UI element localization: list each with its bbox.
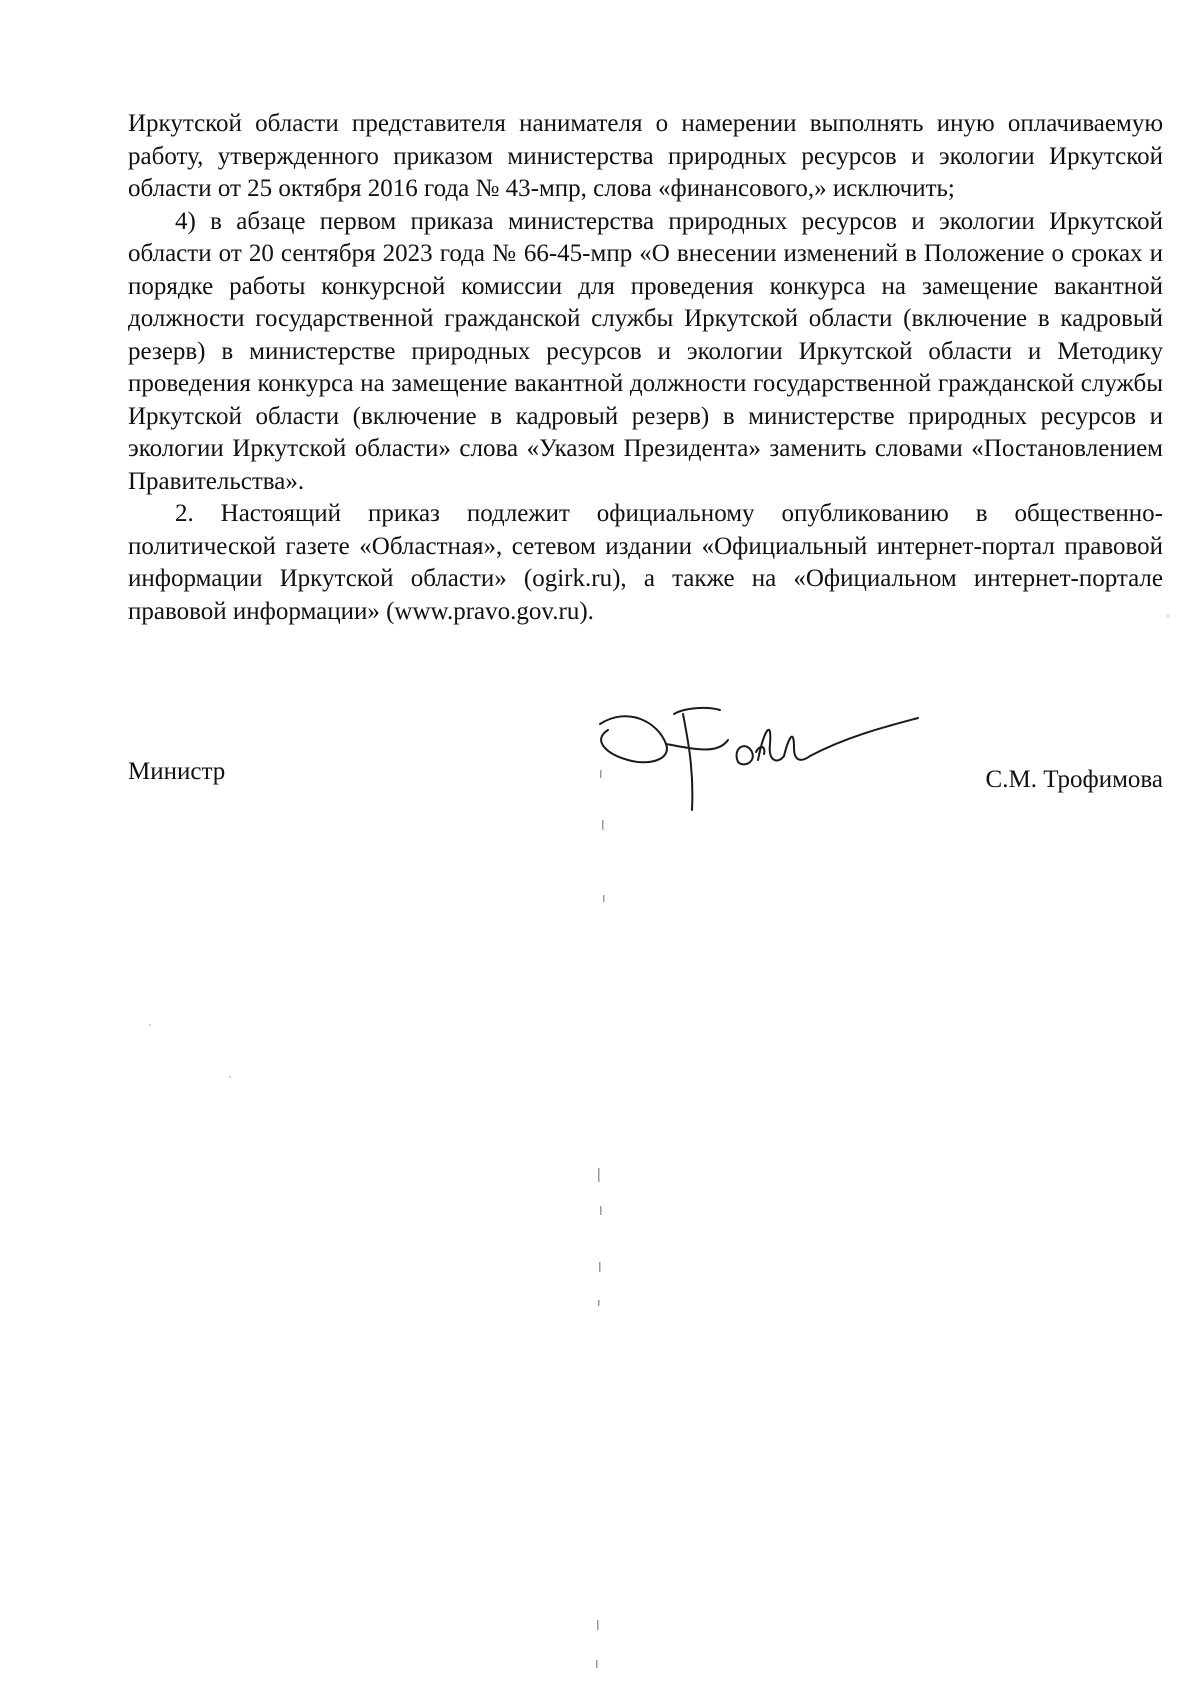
paragraph-item-4: 4) в абзаце первом приказа министерства природных ресурсов и экологии Иркутской области от 20 сентября 2023 года № 66-45-мпр «О внесении изменений в Положение о сроках и порядке работы конкурсной комиссии для проведения конкурса на замещение вакантной должности государственной гражданской службы Иркутской области (включение в кадровый резерв) в министерстве природных ресурсов и экологии Иркутской области и Методику проведения конкурса на замещение вакантной должности государственной гражданской службы Иркутской области (включение в кадровый резерв) в министерстве природных ресурсов и экологии Иркутской области» слова «Указом Президента» заменить словами «Постановлением Правительства». bbox=[128, 207, 1163, 495]
paragraph-continuation: Иркутской области представителя нанимателя о намерении выполнять иную оплачиваемую работу, утвержденного приказом министерства природных ресурсов и экологии Иркутской области от 25 октября 2016 года № 43-мпр, слова «финансового,» исключить; bbox=[128, 110, 1163, 202]
document-body bbox=[128, 108, 1163, 628]
handwritten-signature bbox=[588, 700, 978, 820]
paragraph-publication: 2. Настоящий приказ подлежит официальному опубликованию в общественно-политической газете «Областная», сетевом издании «Официальный интернет-портал правовой информации Иркутской области» (ogirk.ru), а также на «Официальном интернет-портале правовой информации» (www.pravo.gov.ru). bbox=[128, 500, 1163, 625]
signatory-name: С.М. Трофимова bbox=[985, 766, 1163, 793]
signature-block bbox=[128, 700, 1163, 820]
signatory-position: Министр bbox=[128, 758, 226, 785]
